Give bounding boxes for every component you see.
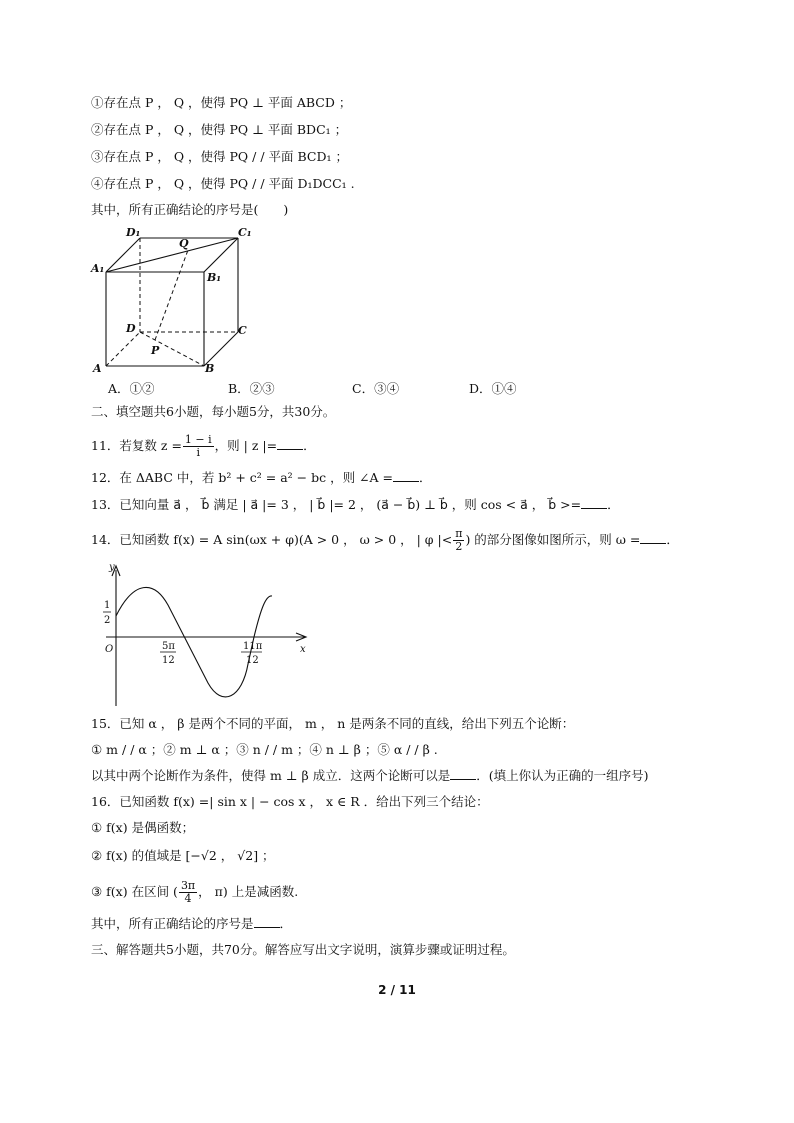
q14-num: π: [455, 527, 463, 540]
statement-4: ④存在点 P ， Q ，使得 PQ / / 平面 D₁DCC₁ .: [91, 176, 355, 191]
label-b1: B₁: [207, 271, 222, 284]
choice-b: B．②③: [228, 381, 275, 396]
q11-fraction: [183, 434, 214, 459]
q14-post: ) 的部分图像如图所示，则 ω =: [465, 532, 641, 547]
cube-figure: [88, 222, 258, 374]
q11-num: 1 − i: [184, 433, 212, 446]
q12: 12．在 ΔABC 中，若 b² + c² = a² − bc ，则 ∠A = ．: [91, 470, 432, 485]
q15-line3: [91, 767, 649, 785]
label-p: P: [151, 344, 160, 357]
graph-tick1-num: 5π: [162, 641, 175, 652]
graph-origin-label: O: [105, 644, 114, 655]
q14-blank: [640, 531, 666, 544]
label-q: Q: [179, 237, 189, 250]
statement-3: ③存在点 P ， Q ，使得 PQ / / 平面 BCD₁ ；: [91, 149, 348, 164]
q13-blank: [581, 496, 607, 509]
label-a: A: [93, 362, 102, 374]
q15-line1: 15．已知 α ， β 是两个不同的平面， m ， n 是两条不同的直线，给出下列五个论断：: [91, 716, 575, 731]
q15-blank: [450, 767, 476, 780]
q11-post: ，则 | z |=: [214, 438, 278, 453]
label-d1: D₁: [126, 226, 141, 239]
choice-d: D．①④: [469, 381, 517, 396]
section3-header: 三、解答题共5小题，共70分。解答应写出文字说明，演算步骤或证明过程。: [91, 942, 515, 957]
q16-prompt-line: 其中，所有正确结论的序号是 ．: [91, 916, 293, 931]
graph-tick2-num: 11π: [243, 641, 263, 652]
graph-x-label: x: [300, 644, 306, 655]
graph-y-label: y: [109, 562, 115, 573]
q14-pre: 14．已知函数 f(x) = A sin(ωx + φ)(A > 0 ， ω > 0 ， | φ |<: [91, 532, 453, 547]
q13: 13．已知向量 a⃗ ， b⃗ 满足 | a⃗ |= 3 ， | b⃗ |= 2 ， (a⃗ − b⃗) ⊥ b⃗ ，则 cos < a⃗ ， b⃗ >= ．: [91, 497, 620, 512]
q16-den: 4: [184, 892, 192, 905]
q16-prompt: 其中，所有正确结论的序号是: [91, 916, 254, 931]
page-number: 2 / 11: [378, 983, 416, 997]
q16-item1: ① f(x) 是偶函数；: [91, 820, 195, 835]
q14-den: 2: [455, 540, 463, 553]
label-b: B: [205, 362, 215, 374]
q16-fraction: [179, 880, 197, 905]
q11-blank: [277, 437, 303, 450]
q11-den: i: [196, 446, 201, 459]
label-a1: A₁: [91, 262, 105, 275]
statement-2: ②存在点 P ， Q ，使得 PQ ⊥ 平面 BDC₁ ；: [91, 122, 348, 137]
label-c: C: [238, 324, 247, 337]
graph-half-den: 2: [104, 615, 111, 626]
q12-blank: [393, 469, 419, 482]
label-c1: C₁: [238, 226, 252, 239]
q14: 14．已知函数 f(x) = A sin(ωx + φ)(A > 0 ， ω > 0 ， | φ |< $\frac{\pi}{2}$ ) 的部分图像如图所示，则 ω = ．: [91, 527, 679, 553]
graph-tick2-den: 12: [246, 655, 259, 666]
q15-line3-pre: 以其中两个论断作为条件，使得 m ⊥ β 成立．这两个论断可以是: [91, 768, 451, 783]
label-d: D: [126, 322, 136, 335]
q16-item3-post: ， π) 上是减函数.: [198, 884, 299, 899]
q16-item2: ② f(x) 的值域是 [−√2 ， √2] ；: [91, 848, 275, 863]
q12-text: 12．在 ΔABC 中，若 b² + c² = a² − bc ，则 ∠A =: [91, 470, 394, 485]
choice-c: C．③④: [352, 381, 400, 396]
q11-pre: 11．若复数 z =: [91, 438, 182, 453]
choice-a: A．①②: [108, 381, 155, 396]
q16-line1: 16．已知函数 f(x) =| sin x | − cos x ， x ∈ R ．给出下列三个结论：: [91, 794, 489, 809]
q14-fraction: [453, 528, 464, 553]
q11: 11．若复数 z = $\frac{1 - i}{i}$ ，则 | z |= ．: [91, 433, 316, 459]
graph-half-num: 1: [104, 600, 111, 611]
graph-tick1-den: 12: [162, 655, 175, 666]
q16-item3-pre: ③ f(x) 在区间 (: [91, 884, 178, 899]
q10-prompt: 其中，所有正确结论的序号是( ): [91, 202, 289, 217]
q16-item3: [91, 880, 298, 905]
section2-header: 二、填空题共6小题，每小题5分，共30分。: [91, 404, 336, 419]
q16-blank: [254, 915, 280, 928]
statement-1: ①存在点 P ， Q ，使得 PQ ⊥ 平面 ABCD ；: [91, 95, 352, 110]
sine-graph: [96, 560, 316, 710]
q15-line2: ① m / / α ；② m ⊥ α ；③ n / / m ；④ n ⊥ β ；⑤ α / / β .: [91, 742, 438, 757]
q16-num: 3π: [180, 879, 196, 892]
q13-text: 13．已知向量 a⃗ ， b⃗ 满足 | a⃗ |= 3 ， | b⃗ |= 2 ， (a⃗ − b⃗) ⊥ b⃗ ，则 cos < a⃗ ， b⃗ >=: [91, 497, 582, 512]
q15-line3-post: ．(填上你认为正确的一组序号): [476, 768, 649, 783]
